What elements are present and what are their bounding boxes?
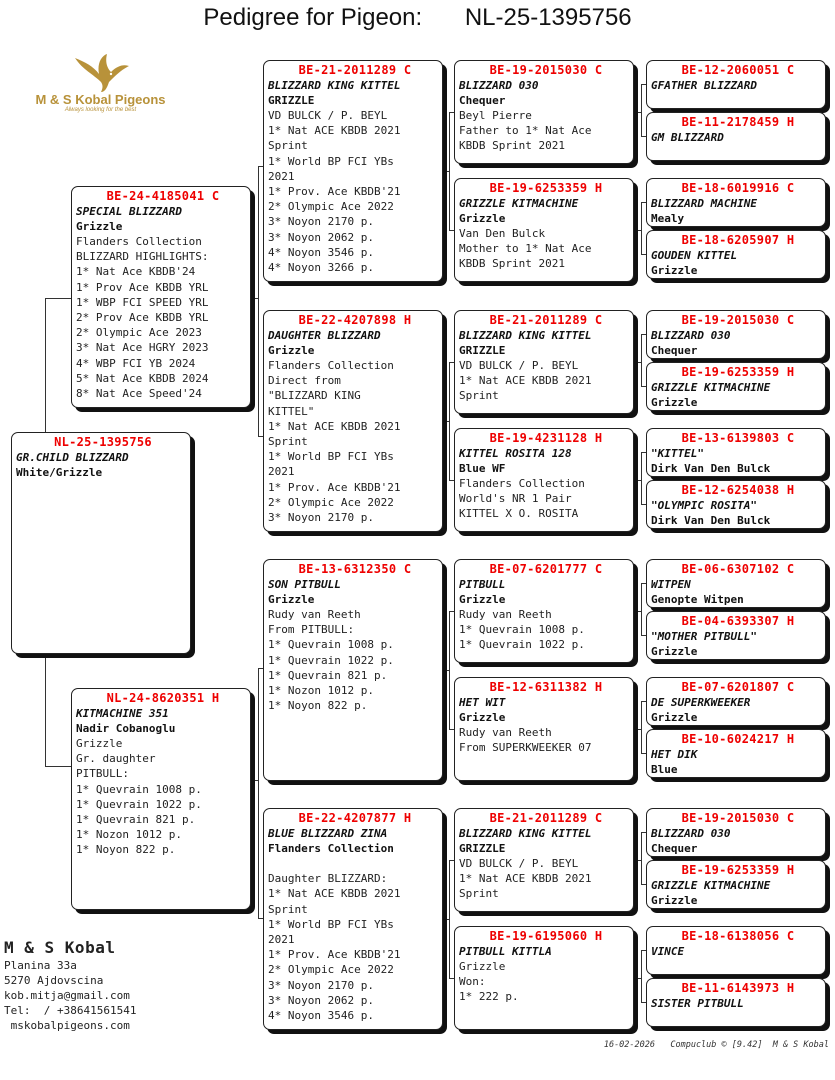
connector-line bbox=[634, 230, 641, 231]
pigeon-color: Grizzle bbox=[651, 894, 698, 907]
great-grandparent-card[interactable] bbox=[454, 926, 634, 1030]
subject-card[interactable] bbox=[11, 432, 191, 654]
pigeon-color: GRIZZLE bbox=[268, 94, 315, 107]
sire-card[interactable] bbox=[71, 186, 251, 408]
info-line: 1* Prov. Ace KBDB'21 bbox=[268, 185, 401, 199]
info-line: Grizzle bbox=[459, 960, 506, 973]
pigeon-name: SON PITBULL bbox=[268, 578, 341, 591]
ring-number: BE-12-6311382 H bbox=[489, 680, 603, 694]
info-line: Rudy van Reeth bbox=[268, 608, 361, 621]
info-line: 2021 bbox=[268, 933, 295, 946]
info-line: 2* Olympic Ace 2022 bbox=[268, 200, 394, 214]
pigeon-name: GRIZZLE KITMACHINE bbox=[651, 879, 771, 892]
connector-line bbox=[641, 84, 642, 136]
ancestor-card[interactable] bbox=[646, 559, 826, 608]
info-line: World's NR 1 Pair bbox=[459, 492, 572, 506]
ring-number: BE-19-6253359 H bbox=[489, 181, 603, 195]
pigeon-info bbox=[459, 358, 633, 404]
connector-line bbox=[449, 860, 450, 978]
info-line: Sprint bbox=[268, 139, 308, 153]
ring-number: NL-25-1395756 bbox=[54, 435, 152, 449]
great-grandparent-card[interactable] bbox=[454, 310, 634, 414]
ancestor-card[interactable] bbox=[646, 310, 826, 359]
connector-line bbox=[449, 611, 450, 729]
info-line: 1* World BP FCI YBs bbox=[268, 154, 394, 168]
pigeon-info bbox=[459, 607, 633, 653]
title-label: Pedigree for Pigeon: bbox=[203, 4, 423, 31]
info-line: 1* Nat ACE KBDB 2021 bbox=[268, 887, 401, 901]
connector-line bbox=[634, 978, 641, 979]
info-line: 3* Nat Ace HGRY 2023 bbox=[76, 341, 209, 355]
info-line: 1* Nat ACE KBDB 2021 bbox=[459, 374, 592, 388]
info-line: Sprint bbox=[268, 435, 308, 449]
info-line: Sprint bbox=[459, 389, 499, 403]
pigeon-name: PITBULL KITTLA bbox=[459, 945, 552, 958]
info-line: 4* Noyon 3546 p. bbox=[268, 1009, 374, 1023]
dam-card[interactable] bbox=[71, 688, 251, 910]
info-line: 2* Prov Ace KBDB YRL bbox=[76, 311, 209, 325]
great-grandparent-card[interactable] bbox=[454, 677, 634, 781]
pigeon-color: White/Grizzle bbox=[16, 466, 103, 479]
pigeon-name: GR.CHILD BLIZZARD bbox=[16, 451, 129, 464]
ring-number: BE-24-4185041 C bbox=[106, 189, 220, 203]
pigeon-name: BLIZZARD 030 bbox=[459, 79, 539, 92]
pigeon-name: SISTER PITBULL bbox=[651, 997, 744, 1010]
info-line: 3* Noyon 2170 p. bbox=[268, 215, 374, 229]
info-line: Sprint bbox=[459, 887, 499, 901]
info-line: 1* Quevrain 1022 p. bbox=[459, 638, 585, 652]
connector-line bbox=[641, 452, 642, 504]
connector-line bbox=[45, 298, 71, 299]
info-line: Grizzle bbox=[76, 737, 123, 750]
info-line: Beyl Pierre bbox=[459, 109, 532, 122]
info-line: 1* Prov. Ace KBDB'21 bbox=[268, 480, 401, 494]
info-line: KBDB Sprint 2021 bbox=[459, 257, 565, 271]
info-line: 1* Quevrain 1022 p. bbox=[268, 653, 394, 667]
pigeon-info bbox=[76, 736, 250, 858]
ring-number: BE-18-6138056 C bbox=[681, 929, 795, 943]
info-line: VD BULCK / P. BEYL bbox=[459, 857, 579, 870]
pigeon-name: BLIZZARD KING KITTEL bbox=[268, 79, 401, 92]
info-line: 1* Noyon 822 p. bbox=[76, 843, 176, 857]
connector-line bbox=[641, 202, 642, 254]
pigeon-color: Grizzle bbox=[459, 711, 506, 724]
ring-number: BE-11-2178459 H bbox=[681, 115, 795, 129]
info-line: 4* Noyon 3546 p. bbox=[268, 245, 374, 259]
info-line: 4* Noyon 3266 p. bbox=[268, 261, 374, 275]
pigeon-color: Grizzle bbox=[651, 645, 698, 658]
ring-number: BE-06-6307102 C bbox=[681, 562, 795, 576]
great-grandparent-card[interactable] bbox=[454, 178, 634, 282]
connector-line bbox=[258, 166, 259, 436]
info-line: KITTEL X O. ROSITA bbox=[459, 507, 579, 521]
owner-line: Planina 33a bbox=[4, 959, 77, 972]
footer-text: 16-02-2026 Compuclub © [9.42] M & S Kobal bbox=[603, 1040, 829, 1050]
connector-line bbox=[634, 112, 641, 113]
pigeon-name: HET WIT bbox=[459, 696, 506, 709]
grandparent-card[interactable] bbox=[263, 559, 443, 781]
pigeon-name: "MOTHER PITBULL" bbox=[651, 630, 757, 643]
pigeon-color: Grizzle bbox=[651, 396, 698, 409]
ring-number: BE-12-6254038 H bbox=[681, 483, 795, 497]
info-line: Mother to 1* Nat Ace bbox=[459, 242, 592, 256]
pigeon-info bbox=[268, 108, 442, 275]
ring-number: BE-22-4207877 H bbox=[298, 811, 412, 825]
pigeon-info bbox=[268, 358, 442, 525]
info-line: 1* Quevrain 1008 p. bbox=[459, 623, 585, 637]
info-line: 1* WBP FCI SPEED YRL bbox=[76, 295, 209, 309]
info-line: 1* Nat ACE KBDB 2021 bbox=[459, 872, 592, 886]
info-line: 3* Noyon 2170 p. bbox=[268, 511, 374, 525]
ring-number: BE-19-6195060 H bbox=[489, 929, 603, 943]
info-line: 5* Nat Ace KBDB 2024 bbox=[76, 371, 209, 385]
pigeon-name: GOUDEN KITTEL bbox=[651, 249, 738, 262]
ring-number: BE-07-6201807 C bbox=[681, 680, 795, 694]
pigeon-color: Grizzle bbox=[76, 220, 123, 233]
ring-number: BE-13-6139803 C bbox=[681, 431, 795, 445]
info-line: Sprint bbox=[268, 902, 308, 916]
pigeon-color: Mealy bbox=[651, 212, 685, 225]
info-line: 2021 bbox=[268, 465, 295, 479]
connector-line bbox=[45, 298, 46, 432]
pigeon-color: Blue WF bbox=[459, 462, 506, 475]
owner-line: Tel: / +38641561541 bbox=[4, 1004, 137, 1017]
pigeon-name: WITPEN bbox=[651, 578, 691, 591]
ring-number: BE-22-4207898 H bbox=[298, 313, 412, 327]
pigeon-color: Chequer bbox=[651, 842, 698, 855]
great-grandparent-card[interactable] bbox=[454, 428, 634, 532]
ring-number: BE-07-6201777 C bbox=[489, 562, 603, 576]
grandparent-card[interactable] bbox=[263, 310, 443, 532]
info-line: 1* Nozon 1012 p. bbox=[76, 828, 182, 842]
pigeon-name: SPECIAL BLIZZARD bbox=[76, 205, 182, 218]
info-line: 1* Quevrain 821 p. bbox=[76, 813, 196, 827]
pigeon-name: BLIZZARD KING KITTEL bbox=[459, 329, 592, 342]
ring-number: BE-12-2060051 C bbox=[681, 63, 795, 77]
connector-line bbox=[258, 668, 259, 918]
pigeon-color: Genopte Witpen bbox=[651, 593, 744, 606]
pigeon-color: Blue bbox=[651, 763, 678, 776]
info-line: KBDB Sprint 2021 bbox=[459, 139, 565, 153]
ring-number: BE-18-6205907 H bbox=[681, 233, 795, 247]
info-line: 1* Noyon 822 p. bbox=[268, 699, 368, 713]
pigeon-color: Grizzle bbox=[268, 344, 315, 357]
pigeon-name: "OLYMPIC ROSITA" bbox=[651, 499, 757, 512]
ring-number: NL-24-8620351 H bbox=[106, 691, 220, 705]
pigeon-name: GRIZZLE KITMACHINE bbox=[651, 381, 771, 394]
pigeon-name: HET DIK bbox=[651, 748, 698, 761]
pigeon-color: Chequer bbox=[651, 344, 698, 357]
grandparent-card[interactable] bbox=[263, 60, 443, 282]
pigeon-name: PITBULL bbox=[459, 578, 506, 591]
ring-number: BE-19-2015030 C bbox=[489, 63, 603, 77]
ring-number: BE-18-6019916 C bbox=[681, 181, 795, 195]
info-line: 1* Prov Ace KBDB YRL bbox=[76, 280, 209, 294]
connector-line bbox=[641, 950, 642, 1002]
pigeon-name: BLUE BLIZZARD ZINA bbox=[268, 827, 388, 840]
ancestor-card[interactable] bbox=[646, 362, 826, 411]
pigeon-name: DAUGHTER BLIZZARD bbox=[268, 329, 381, 342]
info-line: 1* Nat Ace KBDB'24 bbox=[76, 265, 196, 279]
pigeon-color: Grizzle bbox=[459, 593, 506, 606]
ancestor-card[interactable] bbox=[646, 230, 826, 279]
logo-slogan: Always looking for the best bbox=[64, 107, 137, 113]
owner-block bbox=[4, 938, 136, 1033]
pigeon-name: KITTEL ROSITA 128 bbox=[459, 447, 572, 460]
pigeon-name: BLIZZARD 030 bbox=[651, 329, 731, 342]
ancestor-card[interactable] bbox=[646, 926, 826, 975]
info-line: 2021 bbox=[268, 169, 295, 183]
info-line: 8* Nat Ace Speed'24 bbox=[76, 387, 202, 401]
pigeon-name: DE SUPERKWEEKER bbox=[651, 696, 751, 709]
info-line: 1* Quevrain 1008 p. bbox=[76, 782, 202, 796]
info-line: 1* Quevrain 1022 p. bbox=[76, 797, 202, 811]
ancestor-card[interactable] bbox=[646, 611, 826, 660]
connector-line bbox=[449, 362, 450, 480]
great-grandparent-card[interactable] bbox=[454, 559, 634, 663]
pigeon-name: BLIZZARD KING KITTEL bbox=[459, 827, 592, 840]
pigeon-info bbox=[268, 607, 442, 713]
pigeon-info bbox=[459, 226, 633, 272]
pigeon-info bbox=[268, 856, 442, 1023]
ancestor-card[interactable] bbox=[646, 60, 826, 109]
pigeon-info bbox=[459, 725, 633, 755]
connector-line bbox=[634, 362, 641, 363]
info-line: 3* Noyon 2062 p. bbox=[268, 993, 374, 1007]
connector-line bbox=[641, 583, 642, 635]
info-line: 1* Prov. Ace KBDB'21 bbox=[268, 948, 401, 962]
info-line: Won: bbox=[459, 975, 486, 989]
info-line: Flanders Collection bbox=[76, 235, 202, 248]
info-line: "BLIZZARD KING bbox=[268, 389, 361, 403]
pigeon-color: GRIZZLE bbox=[459, 344, 506, 357]
pigeon-logo-icon bbox=[71, 52, 131, 94]
ring-number: BE-19-2015030 C bbox=[681, 313, 795, 327]
ancestor-card[interactable] bbox=[646, 480, 826, 529]
ring-number: BE-19-6253359 H bbox=[681, 365, 795, 379]
info-line: From PITBULL: bbox=[268, 623, 355, 637]
pigeon-color: Dirk Van Den Bulck bbox=[651, 514, 771, 527]
info-line: VD BULCK / P. BEYL bbox=[268, 109, 388, 122]
ancestor-card[interactable] bbox=[646, 178, 826, 227]
info-line: Father to 1* Nat Ace bbox=[459, 124, 592, 138]
info-line: Gr. daughter bbox=[76, 752, 156, 766]
connector-line bbox=[641, 701, 642, 753]
info-line: 2* Olympic Ace 2022 bbox=[268, 495, 394, 509]
connector-line bbox=[641, 334, 642, 386]
info-line: 1* Nat ACE KBDB 2021 bbox=[268, 124, 401, 138]
ring-number: BE-04-6393307 H bbox=[681, 614, 795, 628]
pigeon-name: VINCE bbox=[651, 945, 685, 958]
ring-number: BE-19-2015030 C bbox=[681, 811, 795, 825]
info-line: Flanders Collection bbox=[268, 359, 394, 372]
ring-number: BE-11-6143973 H bbox=[681, 981, 795, 995]
pigeon-color: Flanders Collection bbox=[268, 842, 394, 855]
pigeon-info bbox=[459, 108, 633, 154]
info-line: 1* World BP FCI YBs bbox=[268, 917, 394, 931]
ancestor-card[interactable] bbox=[646, 428, 826, 477]
info-line: 1* Nat ACE KBDB 2021 bbox=[268, 419, 401, 433]
ancestor-card[interactable] bbox=[646, 808, 826, 857]
info-line: Flanders Collection bbox=[459, 477, 585, 490]
info-line: 1* World BP FCI YBs bbox=[268, 450, 394, 464]
connector-line bbox=[634, 480, 641, 481]
connector-line bbox=[45, 654, 46, 766]
ring-number: BE-10-6024217 H bbox=[681, 732, 795, 746]
pigeon-info bbox=[459, 959, 633, 1005]
pigeon-name: "KITTEL" bbox=[651, 447, 704, 460]
pigeon-info bbox=[459, 476, 633, 522]
ring-number: BE-21-2011289 C bbox=[489, 313, 603, 327]
pigeon-name: KITMACHINE 351 bbox=[76, 707, 169, 720]
pigeon-color: Grizzle bbox=[268, 593, 315, 606]
info-line: Direct from bbox=[268, 374, 341, 388]
pigeon-color: Grizzle bbox=[651, 711, 698, 724]
pigeon-name: GRIZZLE KITMACHINE bbox=[459, 197, 579, 210]
ring-number: BE-19-6253359 H bbox=[681, 863, 795, 877]
pigeon-info bbox=[76, 234, 250, 401]
title-ring: NL-25-1395756 bbox=[464, 4, 632, 31]
logo-text: M & S Kobal Pigeons bbox=[35, 92, 166, 107]
connector-line bbox=[251, 780, 258, 781]
connector-line bbox=[634, 729, 641, 730]
pigeon-name: GFATHER BLIZZARD bbox=[651, 79, 757, 92]
pigeon-name: BLIZZARD MACHINE bbox=[651, 197, 757, 210]
page-title bbox=[0, 4, 835, 32]
connector-line bbox=[641, 832, 642, 884]
info-line bbox=[268, 856, 442, 871]
pigeon-color: Nadir Cobanoglu bbox=[76, 722, 176, 735]
info-line: 2* Olympic Ace 2023 bbox=[76, 326, 202, 340]
ancestor-card[interactable] bbox=[646, 677, 826, 726]
info-line: KITTEL" bbox=[268, 404, 315, 418]
ancestor-card[interactable] bbox=[646, 729, 826, 778]
grandparent-card[interactable] bbox=[263, 808, 443, 1030]
ring-number: BE-21-2011289 C bbox=[298, 63, 412, 77]
pigeon-color: Dirk Van Den Bulck bbox=[651, 462, 771, 475]
ancestor-card[interactable] bbox=[646, 978, 826, 1027]
ring-number: BE-19-4231128 H bbox=[489, 431, 603, 445]
info-line: 1* 222 p. bbox=[459, 990, 519, 1004]
owner-line: mskobalpigeons.com bbox=[4, 1019, 130, 1032]
info-line: 1* Quevrain 1008 p. bbox=[268, 638, 394, 652]
connector-line bbox=[634, 860, 641, 861]
pigeon-color: GRIZZLE bbox=[459, 842, 506, 855]
owner-line: kob.mitja@gmail.com bbox=[4, 989, 130, 1002]
great-grandparent-card[interactable] bbox=[454, 808, 634, 912]
info-line: 3* Noyon 2170 p. bbox=[268, 978, 374, 992]
pigeon-color: Grizzle bbox=[651, 264, 698, 277]
great-grandparent-card[interactable] bbox=[454, 60, 634, 164]
pigeon-info bbox=[459, 856, 633, 902]
logo bbox=[28, 52, 173, 122]
ring-number: BE-13-6312350 C bbox=[298, 562, 412, 576]
pigeon-color: Chequer bbox=[459, 94, 506, 107]
ring-number: BE-21-2011289 C bbox=[489, 811, 603, 825]
info-line: Daughter BLIZZARD: bbox=[268, 872, 388, 886]
info-line: 4* WBP FCI YB 2024 bbox=[76, 356, 196, 370]
owner-name: M & S Kobal bbox=[4, 938, 116, 957]
pigeon-color: Grizzle bbox=[459, 212, 506, 225]
ancestor-card[interactable] bbox=[646, 112, 826, 161]
info-line: 2* Olympic Ace 2022 bbox=[268, 963, 394, 977]
connector-line bbox=[449, 112, 450, 230]
owner-line: 5270 Ajdovscina bbox=[4, 974, 104, 987]
info-line: Rudy van Reeth bbox=[459, 608, 552, 621]
pigeon-name: GM BLIZZARD bbox=[651, 131, 724, 144]
info-line: From SUPERKWEEKER 07 bbox=[459, 741, 592, 755]
info-line: VD BULCK / P. BEYL bbox=[459, 359, 579, 372]
connector-line bbox=[251, 298, 258, 299]
info-line: 3* Noyon 2062 p. bbox=[268, 230, 374, 244]
info-line: BLIZZARD HIGHLIGHTS: bbox=[76, 250, 209, 264]
connector-line bbox=[634, 611, 641, 612]
info-line: PITBULL: bbox=[76, 767, 129, 781]
info-line: 1* Quevrain 821 p. bbox=[268, 668, 388, 682]
pigeon-name: BLIZZARD 030 bbox=[651, 827, 731, 840]
info-line: 1* Nozon 1012 p. bbox=[268, 684, 374, 698]
info-line: Van Den Bulck bbox=[459, 227, 546, 240]
connector-line bbox=[45, 766, 71, 767]
ancestor-card[interactable] bbox=[646, 860, 826, 909]
info-line: Rudy van Reeth bbox=[459, 726, 552, 739]
